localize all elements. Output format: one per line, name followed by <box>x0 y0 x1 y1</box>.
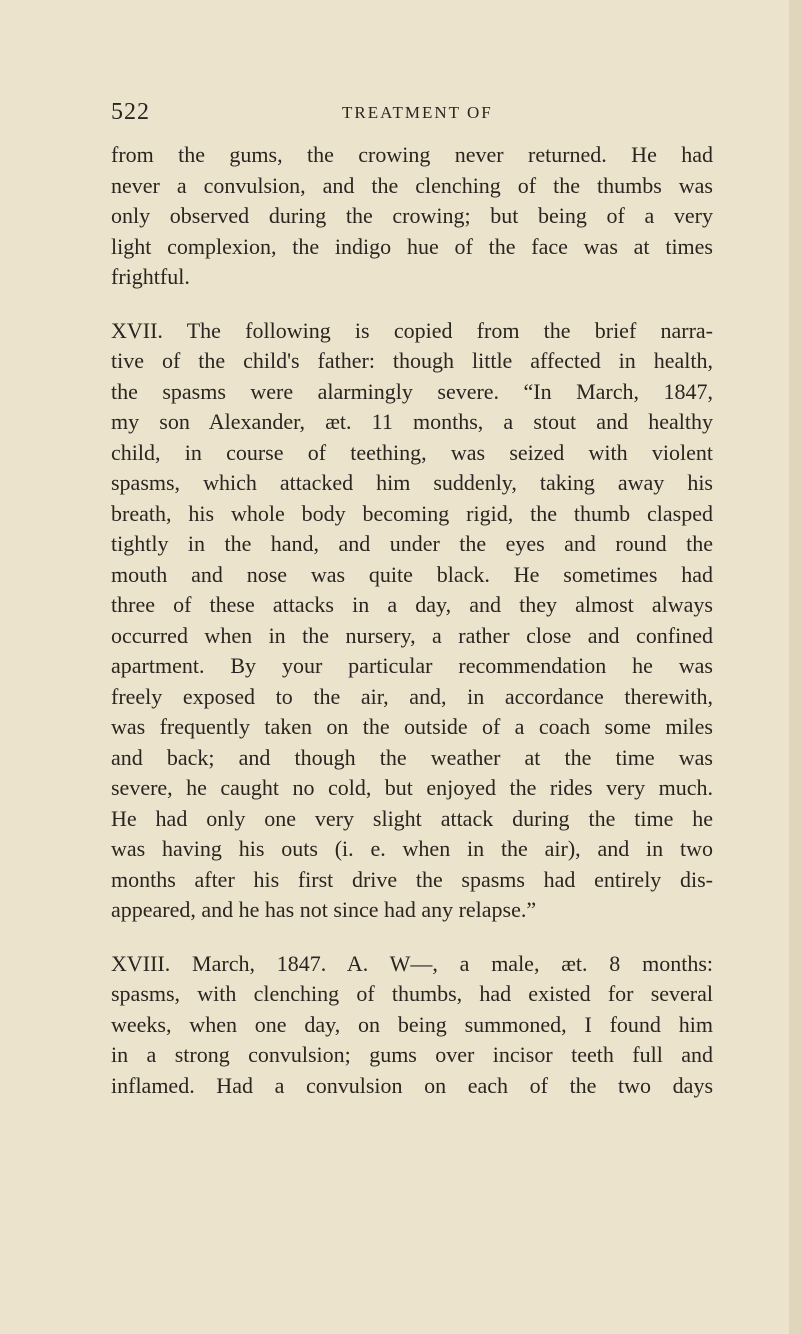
text-line: freely exposed to the air, and, in accordance therewith, <box>111 683 713 709</box>
text-line: tightly in the hand, and under the eyes and round the <box>111 531 713 556</box>
paragraph <box>111 140 713 293</box>
paragraph-case-xviii <box>111 949 713 1102</box>
text-line: XVII. The following is copied from the brief narra- <box>111 317 713 343</box>
text-line: XVIII. March, 1847. A. W—, a male, æt. 8 months: <box>111 950 713 976</box>
text-line: the spasms were alarmingly severe. “In March, 1847, <box>111 378 713 404</box>
text-line: in a strong convulsion; gums over incisor teeth full and <box>111 1042 713 1067</box>
text-line: appeared, and he has not since had any relapse.” <box>111 897 537 922</box>
paragraph-gap <box>111 293 713 316</box>
paragraph-gap <box>111 926 713 949</box>
page-edge-shadow <box>789 0 801 1334</box>
text-line: and back; and though the weather at the time was <box>111 744 713 770</box>
text-line: child, in course of teething, was seized with violent <box>111 439 713 465</box>
page-number: 522 <box>111 99 150 125</box>
text-line: severe, he caught no cold, but enjoyed the rides very much. <box>111 775 713 800</box>
text-line: months after his first drive the spasms had entirely dis- <box>111 866 713 892</box>
text-line: mouth and nose was quite black. He sometimes had <box>111 561 713 587</box>
body-text <box>111 140 713 1101</box>
text-line: was frequently taken on the outside of a coach some miles <box>111 714 713 739</box>
text-line: apartment. By your particular recommendation he was <box>111 653 713 678</box>
text-line: was having his outs (i. e. when in the air), and in two <box>111 836 713 861</box>
text-line: my son Alexander, æt. 11 months, a stout and healthy <box>111 409 713 434</box>
text-line: occurred when in the nursery, a rather close and confined <box>111 622 713 648</box>
text-line: never a convulsion, and the clenching of the thumbs was <box>111 172 713 198</box>
text-line: spasms, with clenching of thumbs, had existed for several <box>111 981 713 1006</box>
text-line: tive of the child's father: though little affected in health, <box>111 348 713 373</box>
text-line: light complexion, the indigo hue of the face was at times <box>111 233 713 259</box>
text-line: from the gums, the crowing never returned. He had <box>111 142 713 167</box>
running-head <box>111 99 711 129</box>
text-line: inflamed. Had a convulsion on each of the two days <box>111 1072 713 1098</box>
text-line: breath, his whole body becoming rigid, the thumb clasped <box>111 500 713 526</box>
text-line: spasms, which attacked him suddenly, taking away his <box>111 470 713 495</box>
text-line: frightful. <box>111 264 190 289</box>
running-title: TREATMENT OF <box>342 103 493 122</box>
text-line: only observed during the crowing; but being of a very <box>111 203 713 228</box>
paragraph-case-xvii <box>111 316 713 926</box>
text-line: He had only one very slight attack during the time he <box>111 805 713 831</box>
text-line: three of these attacks in a day, and they almost always <box>111 592 713 617</box>
text-line: weeks, when one day, on being summoned, I found him <box>111 1011 713 1037</box>
